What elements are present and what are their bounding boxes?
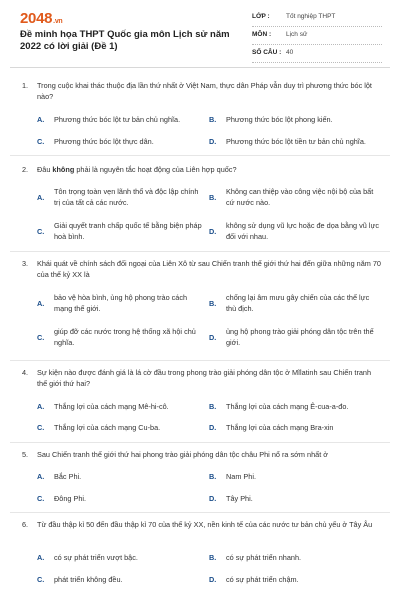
option-text: không sử dụng vũ lực hoặc đe dọa bằng vũ lực đối với nhau. [226, 221, 379, 241]
question-1 [0, 81, 400, 155]
option-text: Đông Phi. [54, 494, 87, 503]
option-letter: D. [209, 227, 217, 236]
option-text: Phương thức bóc lột phong kiến. [226, 115, 333, 124]
option-text: Bắc Phi. [54, 472, 82, 481]
option-text: Thắng lợi của cách mạng Mê-hi-cô. [54, 402, 169, 411]
option-letter: A. [37, 402, 45, 411]
option-letter: B. [209, 193, 217, 202]
meta-row-count [252, 46, 382, 63]
page-title: Đề minh họa THPT Quốc gia môn Lịch sử năm 2022 có lời giải (Đề 1) [20, 29, 230, 52]
question-4 [0, 368, 400, 440]
meta-value: Lịch sử [286, 31, 308, 38]
option-letter: C. [37, 423, 45, 432]
header-divider [10, 67, 390, 68]
question-number: 5. [22, 450, 29, 459]
question-number: 3. [22, 259, 29, 268]
question-number: 6. [22, 520, 29, 529]
question-text: Từ đầu thập kỉ 50 đến đầu thập kỉ 70 của thế kỷ XX, nền kinh tế của các nước tư bản chủ yếu ở Tây Âu [37, 520, 373, 529]
question-divider [10, 512, 390, 513]
option-letter: A. [37, 299, 45, 308]
question-text-part: Đâu [37, 165, 53, 174]
option-letter: D. [209, 575, 217, 584]
option-text: chống lại âm mưu gây chiến của các thế lực thù địch. [226, 293, 370, 313]
question-number: 4. [22, 368, 29, 377]
question-text: Sự kiện nào được đánh giá là lá cờ đầu trong phong trào giải phóng dân tộc ở Mĩlatinh sau Chiến tranh thế giới thứ hai? [37, 368, 372, 388]
option-text: ủng hộ phong trào giải phóng dân tộc trên thế giới. [226, 327, 374, 347]
option-letter: B. [209, 472, 217, 481]
option-letter: B. [209, 553, 217, 562]
option-letter: A. [37, 553, 45, 562]
option-text: phát triển không đều. [54, 575, 123, 584]
option-text: giúp đỡ các nước trong hệ thống xã hội chủ nghĩa. [54, 327, 196, 347]
meta-row-subject [252, 28, 382, 45]
option-letter: D. [209, 137, 217, 146]
option-text: Giải quyết tranh chấp quốc tế bằng biện pháp hoà bình. [54, 221, 202, 241]
exam-meta [252, 10, 382, 64]
question-text-part: phải là nguyên tắc hoạt động của Liên hợp quốc? [74, 165, 237, 174]
meta-value: Tốt nghiệp THPT [286, 13, 336, 20]
option-letter: C. [37, 137, 45, 146]
option-letter: C. [37, 575, 45, 584]
option-text: Tôn trọng toàn vẹn lãnh thổ và độc lập chính trị của tất cả các nước. [54, 187, 199, 207]
question-2 [0, 165, 400, 250]
meta-value: 40 [286, 49, 294, 56]
logo-suffix: .vn [53, 18, 63, 25]
header [0, 0, 400, 66]
option-letter: D. [209, 423, 217, 432]
option-text: có sự phát triển chậm. [226, 575, 299, 584]
option-letter: C. [37, 494, 45, 503]
meta-label: MÔN : [252, 31, 272, 38]
question-text: Khái quát về chính sách đối ngoại của Liên Xô từ sau Chiến tranh thế giới thứ hai đến giữa những năm 70 của thế kỷ XX là [37, 259, 381, 279]
option-letter: D. [209, 333, 217, 342]
question-text [37, 165, 382, 176]
logo-main: 2048 [20, 10, 53, 27]
question-text: Sau Chiến tranh thế giới thứ hai phong trào giải phóng dân tộc châu Phi nổ ra sớm nhất ở [37, 450, 329, 459]
option-text: Phương thức bóc lột thực dân. [54, 137, 154, 146]
option-text: Tây Phi. [226, 494, 253, 503]
question-text: Trong cuộc khai thác thuộc địa lần thứ nhất ở Việt Nam, thực dân Pháp vẫn duy trì phương thức bóc lột nào? [37, 81, 372, 101]
option-text: bảo vệ hòa bình, ủng hộ phong trào cách mạng thế giới. [54, 293, 188, 313]
question-number: 2. [22, 165, 29, 174]
option-letter: A. [37, 115, 45, 124]
option-text: Nam Phi. [226, 472, 257, 481]
option-letter: C. [37, 333, 45, 342]
option-letter: B. [209, 299, 217, 308]
option-letter: A. [37, 472, 45, 481]
option-text: Thắng lợi của cách mạng Ê-cua-a-đo. [226, 402, 349, 411]
site-logo[interactable] [20, 10, 62, 27]
question-5 [0, 450, 400, 512]
question-divider [10, 155, 390, 156]
question-divider [10, 251, 390, 252]
question-number: 1. [22, 81, 29, 90]
question-3 [0, 259, 400, 359]
meta-label: SỐ CÂU : [252, 49, 282, 56]
option-letter: C. [37, 227, 45, 236]
option-text: Phương thức bóc lột tư bản chủ nghĩa. [54, 115, 181, 124]
option-letter: B. [209, 115, 217, 124]
meta-label: LỚP : [252, 13, 270, 20]
option-letter: D. [209, 494, 217, 503]
option-letter: B. [209, 402, 217, 411]
option-text: Phương thức bóc lột tiền tư bản chủ nghĩa. [226, 137, 366, 146]
option-text: Thắng lợi của cách mạng Bra-xin [226, 423, 334, 432]
question-text-emphasis: không [52, 165, 75, 174]
question-6 [0, 520, 400, 596]
question-divider [10, 442, 390, 443]
question-divider [10, 360, 390, 361]
option-text: có sự phát triển nhanh. [226, 553, 302, 562]
option-letter: A. [37, 193, 45, 202]
option-text: Không can thiệp vào công việc nội bộ của bất cứ nước nào. [226, 187, 374, 207]
meta-row-class [252, 10, 382, 27]
option-text: Thắng lợi của cách mạng Cu-ba. [54, 423, 161, 432]
option-text: có sự phát triển vượt bậc. [54, 553, 138, 562]
